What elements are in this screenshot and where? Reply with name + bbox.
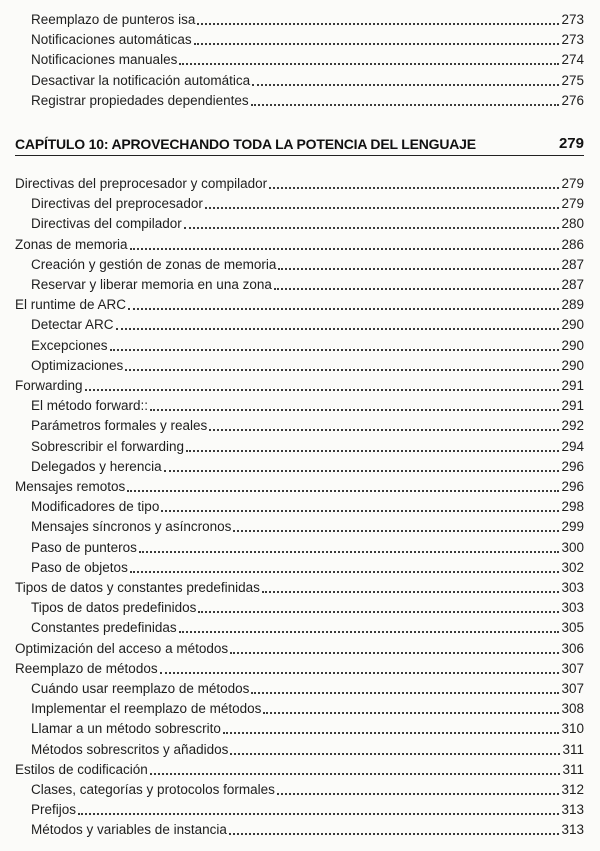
entry-page-number: 290 bbox=[561, 317, 584, 333]
dot-leader bbox=[150, 773, 561, 775]
toc-subsection-entry bbox=[0, 334, 600, 354]
toc-section-entry bbox=[0, 576, 600, 596]
dot-leader bbox=[186, 450, 559, 452]
entry-title: Directivas del compilador bbox=[31, 216, 182, 232]
dot-leader bbox=[197, 23, 559, 25]
entry-title: Parámetros formales y reales bbox=[31, 418, 208, 434]
toc-subsection-entry bbox=[0, 253, 600, 273]
entry-page-number: 292 bbox=[561, 418, 584, 434]
toc-subsection-entry bbox=[0, 69, 600, 89]
chapter-title: CAPÍTULO 10: APROVECHANDO TODA LA POTENCIA DEL LENGUAJE bbox=[15, 136, 476, 152]
entry-title: Métodos sobrescritos y añadidos bbox=[31, 741, 229, 757]
entry-page-number: 275 bbox=[561, 72, 584, 88]
entry-title: Forwarding bbox=[15, 378, 83, 393]
dot-leader bbox=[184, 227, 560, 229]
entry-title: Mensajes remotos bbox=[15, 479, 126, 494]
toc-subsection-entry bbox=[0, 313, 600, 333]
entry-page-number: 279 bbox=[561, 196, 584, 212]
dot-leader bbox=[252, 84, 559, 86]
toc-subsection-entry bbox=[0, 8, 600, 28]
entry-title: Desactivar la notificación automática bbox=[31, 72, 251, 88]
dot-leader bbox=[278, 268, 559, 270]
dot-leader bbox=[130, 571, 560, 573]
dot-leader bbox=[85, 389, 560, 391]
dot-leader bbox=[194, 43, 560, 45]
toc-subsection-entry bbox=[0, 455, 600, 475]
toc-subsection-entry bbox=[0, 414, 600, 434]
entry-title: Modificadores de tipo bbox=[31, 499, 160, 515]
toc-subsection-entry bbox=[0, 778, 600, 798]
entry-title: Optimizaciones bbox=[31, 357, 124, 373]
entry-title: Reservar y liberar memoria en una zona bbox=[31, 277, 272, 292]
toc-subsection-entry bbox=[0, 89, 600, 109]
entry-title: Directivas del preprocesador y compilador bbox=[15, 176, 268, 191]
toc-subsection-entry bbox=[0, 717, 600, 737]
entry-page-number: 313 bbox=[561, 802, 584, 818]
dot-leader bbox=[230, 652, 559, 654]
entry-page-number: 276 bbox=[561, 92, 584, 108]
toc-subsection-entry bbox=[0, 556, 600, 576]
entry-title: Reemplazo de punteros isa bbox=[31, 12, 196, 27]
toc-section-entry bbox=[0, 172, 600, 192]
entry-page-number: 306 bbox=[561, 640, 584, 656]
entry-title: Creación y gestión de zonas de memoria bbox=[31, 256, 277, 272]
dot-leader bbox=[125, 369, 559, 371]
dot-leader bbox=[160, 672, 560, 674]
entry-page-number: 312 bbox=[561, 782, 584, 797]
dot-leader bbox=[274, 288, 560, 290]
dot-leader bbox=[128, 308, 559, 310]
toc-section-entry bbox=[0, 374, 600, 394]
entry-page-number: 287 bbox=[561, 277, 584, 292]
entry-page-number: 313 bbox=[561, 822, 584, 838]
entry-page-number: 273 bbox=[561, 32, 584, 48]
dot-leader bbox=[230, 753, 560, 755]
toc-subsection-entry bbox=[0, 738, 600, 758]
dot-leader bbox=[229, 833, 560, 835]
dot-leader bbox=[198, 611, 559, 613]
dot-leader bbox=[269, 187, 559, 189]
dot-leader bbox=[116, 328, 560, 330]
toc-subsection-entry bbox=[0, 48, 600, 68]
entry-title: El runtime de ARC bbox=[15, 297, 127, 313]
entry-page-number: 290 bbox=[561, 357, 584, 373]
entry-title: Notificaciones manuales bbox=[31, 52, 178, 68]
entry-page-number: 305 bbox=[561, 620, 584, 636]
entry-page-number: 273 bbox=[561, 12, 584, 27]
entry-title: Detectar ARC bbox=[31, 317, 114, 333]
entry-page-number: 308 bbox=[561, 701, 584, 717]
entry-title: Sobrescribir el forwarding bbox=[31, 438, 185, 454]
dot-leader bbox=[127, 490, 559, 492]
toc-subsection-entry bbox=[0, 192, 600, 212]
entry-page-number: 296 bbox=[561, 479, 584, 494]
entry-page-number: 310 bbox=[561, 721, 584, 737]
entry-title: Prefijos bbox=[31, 802, 77, 818]
entry-page-number: 294 bbox=[561, 438, 584, 454]
entry-title: Llamar a un método sobrescrito bbox=[31, 721, 221, 737]
dot-leader bbox=[263, 712, 559, 714]
dot-leader bbox=[251, 104, 560, 106]
dot-leader bbox=[205, 207, 560, 209]
entry-page-number: 296 bbox=[561, 458, 584, 474]
dot-leader bbox=[223, 732, 560, 734]
entry-page-number: 274 bbox=[561, 52, 584, 68]
entry-title: Registrar propiedades dependientes bbox=[31, 92, 249, 108]
toc-subsection-entry bbox=[0, 616, 600, 636]
entry-title: Implementar el reemplazo de métodos bbox=[31, 701, 262, 717]
entry-page-number: 280 bbox=[561, 216, 584, 232]
entry-page-number: 287 bbox=[561, 256, 584, 272]
entry-page-number: 289 bbox=[561, 297, 584, 313]
entry-page-number: 307 bbox=[561, 681, 584, 696]
dot-leader bbox=[277, 793, 560, 795]
dot-leader bbox=[161, 510, 559, 512]
entry-title: Excepciones bbox=[31, 337, 108, 353]
entry-page-number: 300 bbox=[561, 539, 584, 555]
entry-page-number: 303 bbox=[561, 580, 584, 595]
toc-subsection-entry bbox=[0, 495, 600, 515]
toc-section-entry bbox=[0, 475, 600, 495]
toc-subsection-entry bbox=[0, 515, 600, 535]
toc-subsection-entry bbox=[0, 28, 600, 48]
toc-section-entry bbox=[0, 657, 600, 677]
entry-title: Cuándo usar reemplazo de métodos bbox=[31, 681, 250, 696]
entry-page-number: 302 bbox=[561, 559, 584, 575]
dot-leader bbox=[110, 349, 560, 351]
toc-section-entry bbox=[0, 293, 600, 313]
entry-title: Métodos y variables de instancia bbox=[31, 822, 227, 838]
toc-section-entry bbox=[0, 758, 600, 778]
toc-subsection-entry bbox=[0, 435, 600, 455]
entry-page-number: 299 bbox=[561, 519, 584, 535]
chapter-heading bbox=[15, 130, 584, 156]
dot-leader bbox=[130, 248, 560, 250]
dot-leader bbox=[251, 692, 559, 694]
toc-subsection-entry bbox=[0, 818, 600, 838]
entry-page-number: 298 bbox=[561, 499, 584, 515]
entry-page-number: 279 bbox=[561, 176, 584, 191]
dot-leader bbox=[179, 63, 559, 65]
dot-leader bbox=[209, 429, 559, 431]
toc-subsection-entry bbox=[0, 212, 600, 232]
entry-title: Estilos de codificación bbox=[15, 761, 148, 777]
dot-leader bbox=[78, 813, 559, 815]
entry-title: Tipos de datos predefinidos bbox=[31, 600, 197, 616]
entry-title: El método forward:: bbox=[31, 398, 149, 414]
entry-page-number: 286 bbox=[561, 236, 584, 252]
entry-page-number: 290 bbox=[561, 337, 584, 353]
entry-page-number: 291 bbox=[561, 378, 584, 393]
toc-subsection-entry bbox=[0, 798, 600, 818]
entry-page-number: 291 bbox=[561, 398, 584, 414]
dot-leader bbox=[179, 631, 560, 633]
chapter-page-number: 279 bbox=[558, 135, 584, 152]
toc-subsection-entry bbox=[0, 697, 600, 717]
dot-leader bbox=[164, 470, 560, 472]
entry-title: Delegados y herencia bbox=[31, 458, 162, 474]
toc-subsection-entry bbox=[0, 677, 600, 697]
entry-title: Mensajes síncronos y asíncronos bbox=[31, 519, 232, 535]
entry-page-number: 307 bbox=[561, 660, 584, 676]
toc-subsection-entry bbox=[0, 273, 600, 293]
entry-title: Tipos de datos y constantes predefinidas bbox=[15, 580, 260, 595]
entry-title: Clases, categorías y protocolos formales bbox=[31, 782, 275, 797]
toc-subsection-entry bbox=[0, 354, 600, 374]
toc-section-entry bbox=[0, 233, 600, 253]
toc-subsection-entry bbox=[0, 596, 600, 616]
entry-title: Zonas de memoria bbox=[15, 236, 128, 252]
toc-subsection-entry bbox=[0, 394, 600, 414]
entry-page-number: 311 bbox=[562, 741, 584, 757]
entry-title: Notificaciones automáticas bbox=[31, 32, 192, 48]
entry-page-number: 311 bbox=[562, 761, 584, 777]
entry-title: Paso de objetos bbox=[31, 559, 128, 575]
entry-title: Constantes predefinidas bbox=[31, 620, 177, 636]
toc-subsection-entry bbox=[0, 536, 600, 556]
dot-leader bbox=[150, 409, 559, 411]
entry-title: Paso de punteros bbox=[31, 539, 137, 555]
entry-title: Reemplazo de métodos bbox=[15, 660, 158, 676]
dot-leader bbox=[233, 530, 559, 532]
entry-title: Optimización del acceso a métodos bbox=[15, 640, 229, 656]
toc-section-entry bbox=[0, 637, 600, 657]
dot-leader bbox=[262, 591, 560, 593]
entry-title: Directivas del preprocesador bbox=[31, 196, 203, 212]
entry-page-number: 303 bbox=[561, 600, 584, 616]
dot-leader bbox=[139, 551, 560, 553]
